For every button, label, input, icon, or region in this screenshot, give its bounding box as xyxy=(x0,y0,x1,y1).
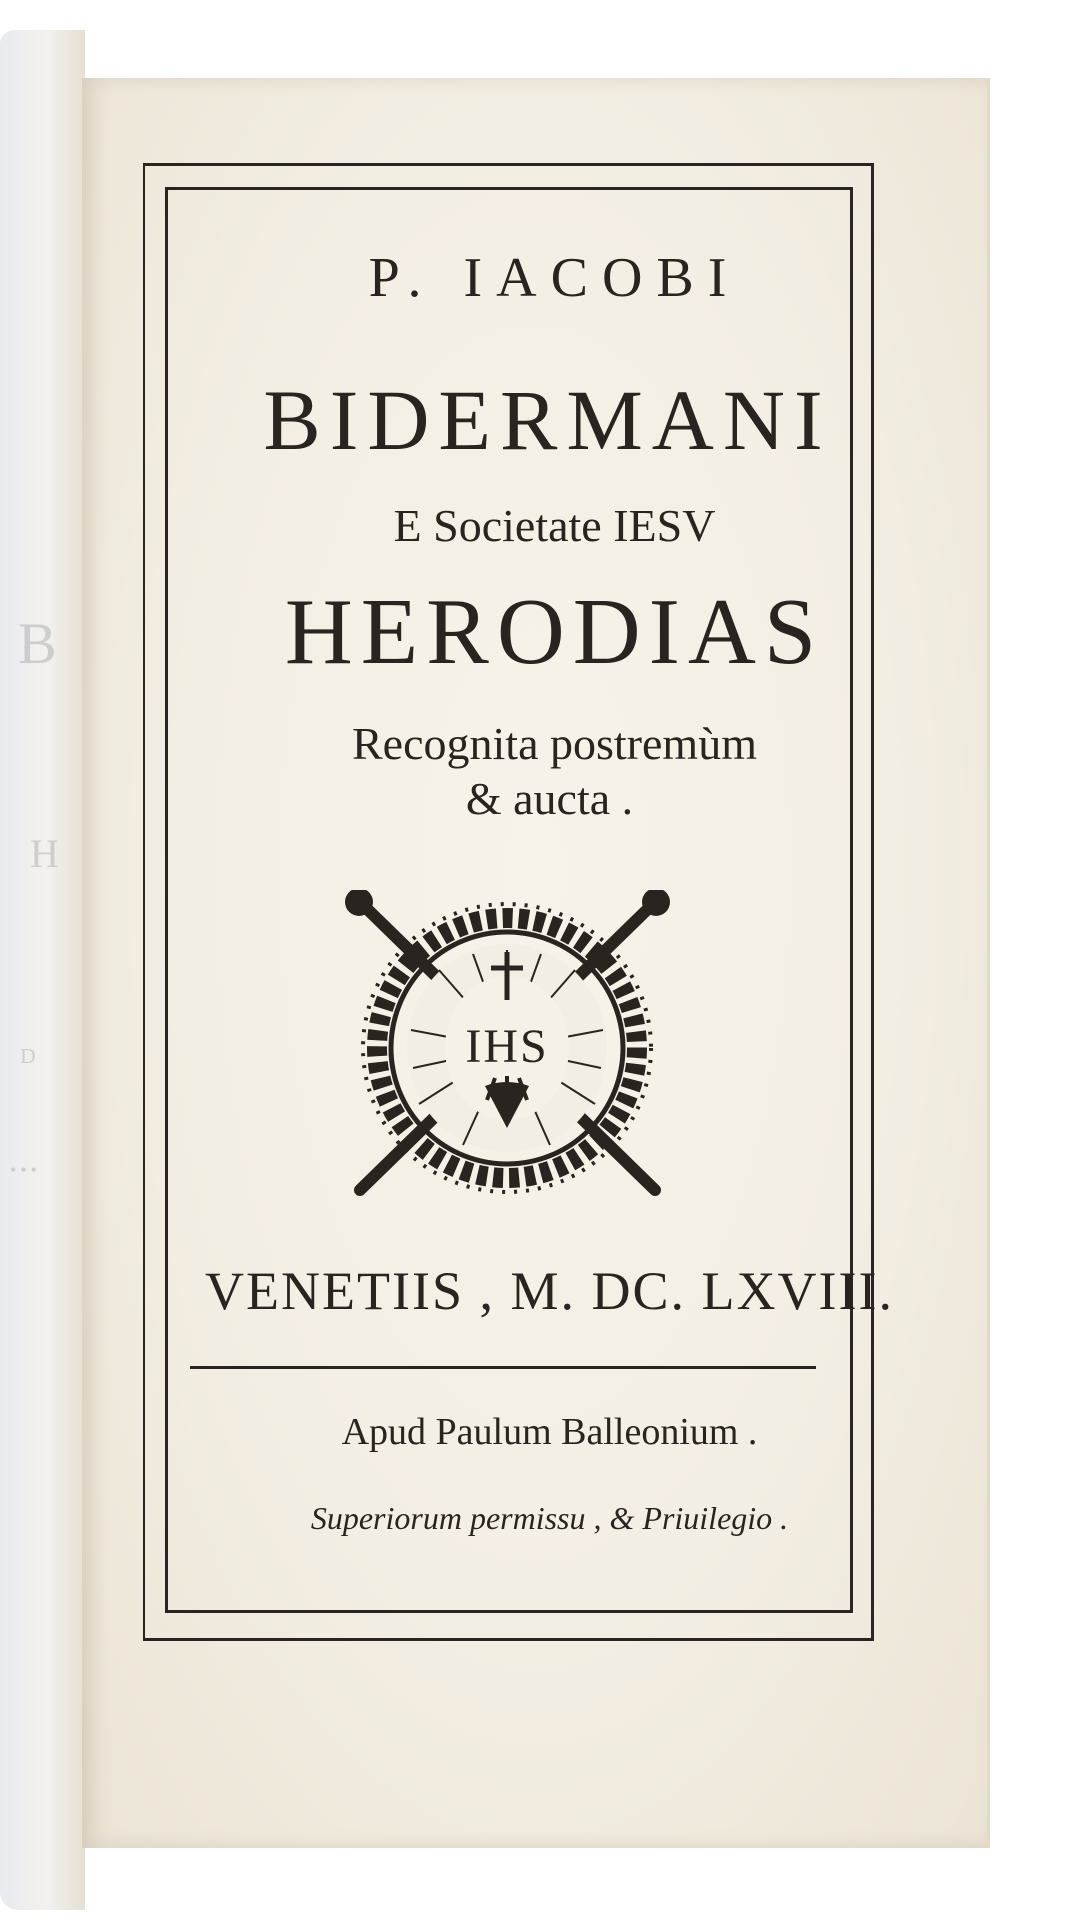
facing-page-bleed-through: ••• xyxy=(10,1160,41,1180)
facing-page-bleed-through: B xyxy=(18,611,61,676)
imprint-place-date: VENETIIS , M. DC. LXVIII. xyxy=(205,1261,894,1321)
religious-order: E Societate IESV xyxy=(393,500,716,551)
license-statement: Superiorum permissu , & Priuilegio . xyxy=(310,1500,789,1536)
ihs-emblem-icon xyxy=(345,890,670,1205)
horizontal-rule xyxy=(190,1366,816,1369)
edition-note-line-1: Recognita postremùm xyxy=(352,718,757,769)
facing-page-bleed-through: ᴰ xyxy=(20,1041,40,1081)
author-name: BIDERMANI xyxy=(263,372,832,468)
edition-note-line-2: & aucta . xyxy=(465,773,634,824)
book-title: HERODIAS xyxy=(284,580,825,684)
facing-page-edge xyxy=(0,30,85,1910)
author-prefix: P. IACOBI xyxy=(368,247,741,309)
facing-page-bleed-through: H xyxy=(30,831,63,876)
ihs-monogram: IHS xyxy=(465,1020,549,1073)
publisher: Apud Paulum Balleonium . xyxy=(341,1411,758,1453)
